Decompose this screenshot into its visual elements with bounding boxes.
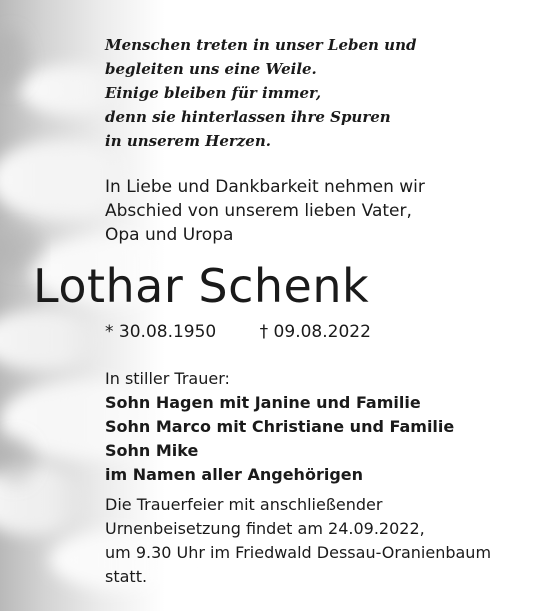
- quote-line: begleiten uns eine Weile.: [105, 60, 317, 78]
- mourner-name: im Namen aller Angehörigen: [105, 465, 364, 484]
- funeral-line: statt.: [105, 567, 148, 586]
- mourners-heading: In stiller Trauer:: [105, 369, 230, 388]
- funeral-line: Urnenbeisetzung findet am 24.09.2022,: [105, 519, 425, 538]
- intro-line: In Liebe und Dankbarkeit nehmen wir: [105, 177, 425, 197]
- quote-line: Menschen treten in unser Leben und: [105, 36, 417, 54]
- birth-date: * 30.08.1950: [105, 322, 217, 342]
- funeral-line: um 9.30 Uhr im Friedwald Dessau-Oranienbaum: [105, 543, 492, 562]
- quote-line: denn sie hinterlassen ihre Spuren: [105, 108, 391, 126]
- mourners-list: [105, 367, 454, 487]
- quote-line: Einige bleiben für immer,: [105, 84, 322, 102]
- deceased-name: Lothar Schenk: [33, 259, 370, 313]
- mourner-name: Sohn Hagen mit Janine und Familie: [105, 393, 421, 412]
- memorial-quote: [105, 33, 416, 153]
- mourner-name: Sohn Marco mit Christiane und Familie: [105, 417, 455, 436]
- funeral-details: [105, 493, 491, 589]
- intro-line: Opa und Uropa: [105, 225, 234, 245]
- life-dates: [105, 320, 371, 344]
- death-date: † 09.08.2022: [259, 322, 371, 342]
- funeral-line: Die Trauerfeier mit anschließender: [105, 495, 383, 514]
- intro-text: [105, 175, 425, 247]
- intro-line: Abschied von unserem lieben Vater,: [105, 201, 412, 221]
- quote-line: in unserem Herzen.: [105, 132, 271, 150]
- mourner-name: Sohn Mike: [105, 441, 199, 460]
